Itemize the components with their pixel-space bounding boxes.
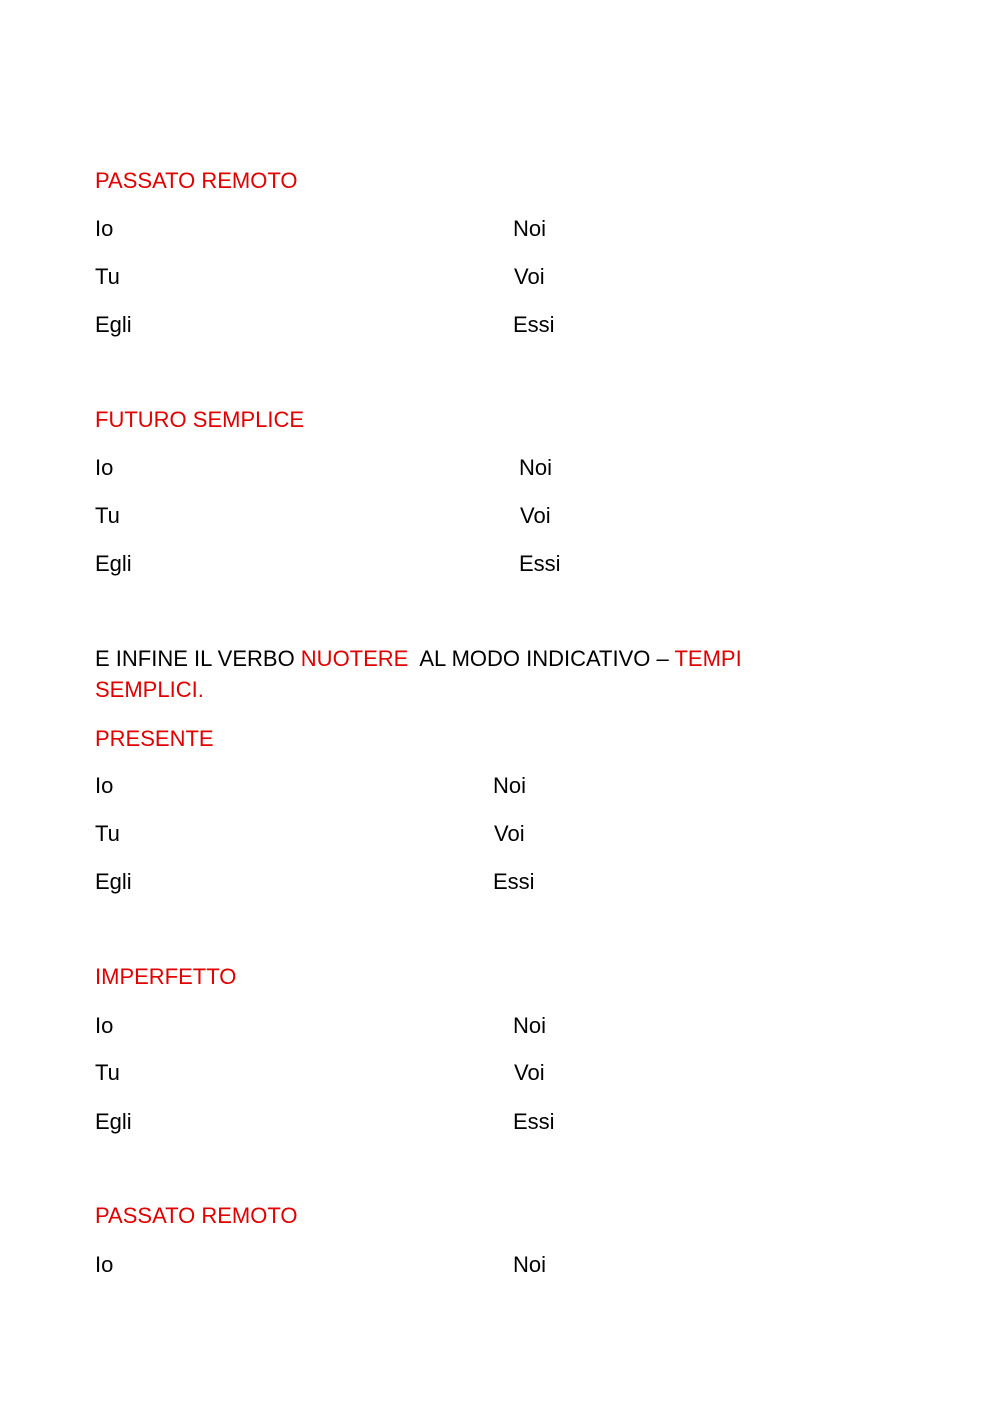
pronoun-noi: Noi	[493, 773, 527, 798]
pronoun-io: Io	[95, 773, 114, 798]
pronoun-io: Io	[95, 1013, 114, 1038]
intro-text-2: AL MODO INDICATIVO –	[408, 646, 675, 671]
pronoun-voi: Voi	[514, 1060, 545, 1085]
pronoun-egli: Egli	[95, 1109, 132, 1134]
intro-semplici: SEMPLICI.	[95, 677, 204, 702]
intro-tempi: TEMPI	[674, 646, 742, 671]
section-heading: FUTURO SEMPLICE	[95, 407, 305, 432]
pronoun-io: Io	[95, 216, 114, 241]
section-heading: PASSATO REMOTO	[95, 168, 298, 193]
pronoun-noi: Noi	[519, 455, 553, 480]
intro-text-1: E INFINE IL VERBO	[95, 646, 301, 671]
pronoun-voi: Voi	[494, 821, 525, 846]
pronoun-noi: Noi	[513, 216, 547, 241]
pronoun-tu: Tu	[95, 821, 120, 846]
pronoun-io: Io	[95, 1252, 114, 1277]
pronoun-essi: Essi	[519, 551, 561, 576]
intro-verb: NUOTERE	[300, 646, 409, 671]
pronoun-essi: Essi	[513, 312, 555, 337]
pronoun-egli: Egli	[95, 312, 132, 337]
pronoun-voi: Voi	[520, 503, 551, 528]
pronoun-egli: Egli	[95, 869, 132, 894]
pronoun-voi: Voi	[514, 264, 545, 289]
pronoun-egli: Egli	[95, 551, 132, 576]
section-heading: PASSATO REMOTO	[95, 1203, 298, 1228]
section-heading: PRESENTE	[95, 726, 214, 751]
pronoun-essi: Essi	[493, 869, 535, 894]
pronoun-noi: Noi	[513, 1252, 547, 1277]
pronoun-tu: Tu	[95, 503, 120, 528]
pronoun-io: Io	[95, 455, 114, 480]
pronoun-tu: Tu	[95, 1060, 120, 1085]
pronoun-essi: Essi	[513, 1109, 555, 1134]
pronoun-noi: Noi	[513, 1013, 547, 1038]
section-heading: IMPERFETTO	[95, 964, 237, 989]
intro-line-1	[95, 646, 742, 672]
pronoun-tu: Tu	[95, 264, 120, 289]
